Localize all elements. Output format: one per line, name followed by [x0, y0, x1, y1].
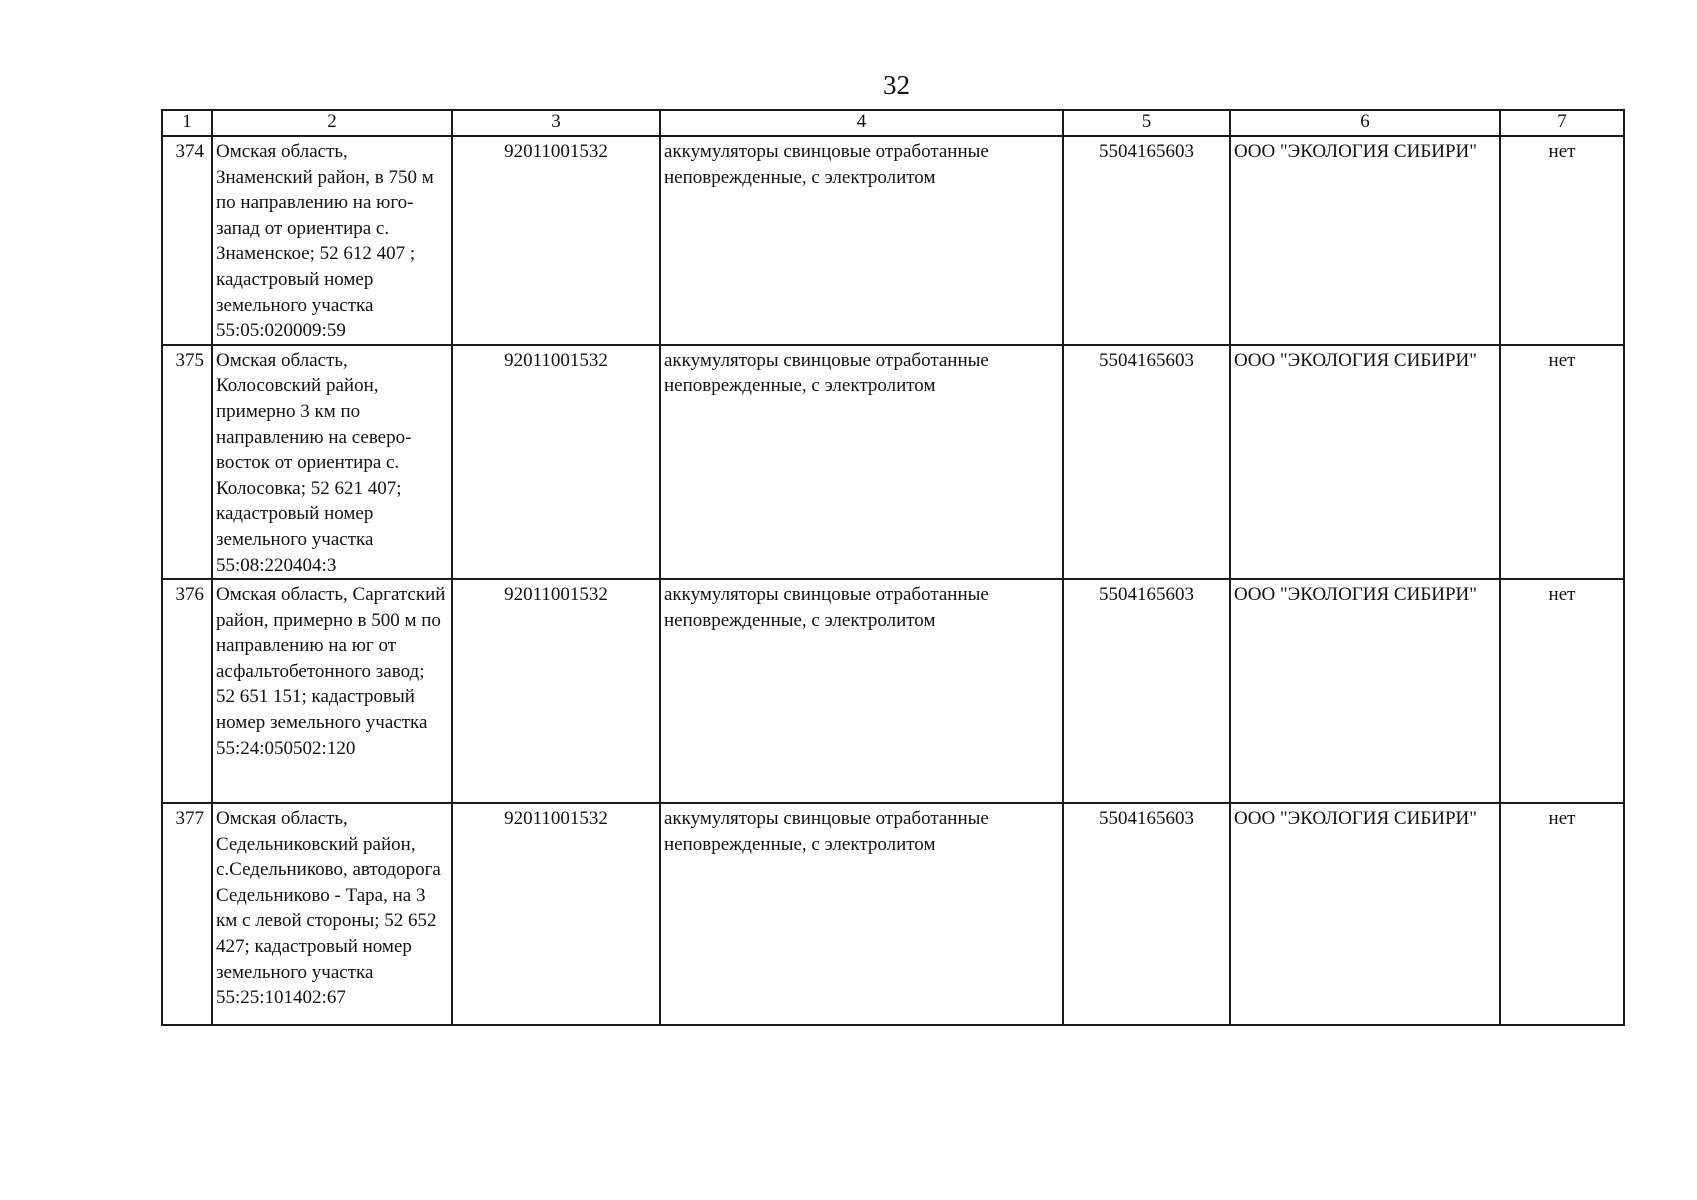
table-row	[162, 345, 1624, 579]
page-number: 32	[883, 70, 910, 100]
table-row	[162, 803, 1624, 1025]
waste-name: аккумуляторы свинцовые отработанные неповрежденные, с электролитом	[664, 349, 989, 397]
table-row	[162, 136, 1624, 345]
operator-inn: 5504165603	[1099, 141, 1194, 162]
column-header: 2	[212, 110, 452, 136]
waste-code: 92011001532	[504, 808, 608, 830]
waste-code: 92011001532	[504, 584, 608, 606]
operator-inn: 5504165603	[1099, 584, 1194, 606]
column-header: 4	[660, 110, 1063, 136]
operator-name: ООО "ЭКОЛОГИЯ СИБИРИ"	[1234, 584, 1477, 606]
operator-inn: 5504165603	[1099, 349, 1194, 371]
operator-inn: 5504165603	[1099, 808, 1194, 830]
waste-name: аккумуляторы свинцовые отработанные неповрежденные, с электролитом	[664, 808, 989, 855]
waste-code: 92011001532	[504, 141, 608, 162]
row-number: 375	[175, 349, 204, 371]
waste-name: аккумуляторы свинцовые отработанные неповрежденные, с электролитом	[664, 141, 989, 188]
column-header: 1	[162, 110, 212, 136]
table-row	[162, 579, 1624, 803]
column-header: 5	[1063, 110, 1230, 136]
operator-name: ООО "ЭКОЛОГИЯ СИБИРИ"	[1234, 349, 1477, 371]
flag-value: нет	[1548, 808, 1576, 830]
row-number: 376	[175, 584, 204, 606]
column-header: 6	[1230, 110, 1500, 136]
facility-address: Омская область, Седельниковский район, с.Седельниково, автодорога Седельниково - Тара, на 3 км с левой стороны; 52 652 427; кадастровый номер земельного участка 55:25:101402:67	[216, 808, 441, 1009]
facility-address: Омская область, Саргатский район, примерно в 500 м по направлению на юг от асфальтобетонного завод; 52 651 151; кадастровый номер земельного участка 55:24:050502:120	[216, 584, 446, 759]
waste-code: 92011001532	[504, 349, 608, 371]
operator-name: ООО "ЭКОЛОГИЯ СИБИРИ"	[1234, 808, 1477, 830]
table-header-row	[162, 110, 1624, 136]
flag-value: нет	[1548, 584, 1576, 606]
waste-name: аккумуляторы свинцовые отработанные неповрежденные, с электролитом	[664, 584, 989, 631]
facility-address: Омская область, Знаменский район, в 750 м по направлению на юго-запад от ориентира с. Знаменское; 52 612 407 ; кадастровый номер земельного участка 55:05:020009:59	[216, 141, 434, 342]
row-number: 377	[175, 808, 204, 830]
operator-name: ООО "ЭКОЛОГИЯ СИБИРИ"	[1234, 141, 1477, 162]
facility-address: Омская область, Колосовский район, примерно 3 км по направлению на северо-восток от ориентира с. Колосовка; 52 621 407; кадастровый номер земельного участка 55:08:220404:3	[216, 349, 412, 576]
waste-facility-table	[161, 109, 1625, 1026]
flag-value: нет	[1548, 349, 1576, 371]
column-header: 7	[1500, 110, 1624, 136]
flag-value: нет	[1548, 141, 1576, 162]
row-number: 374	[175, 141, 204, 162]
column-header: 3	[452, 110, 660, 136]
